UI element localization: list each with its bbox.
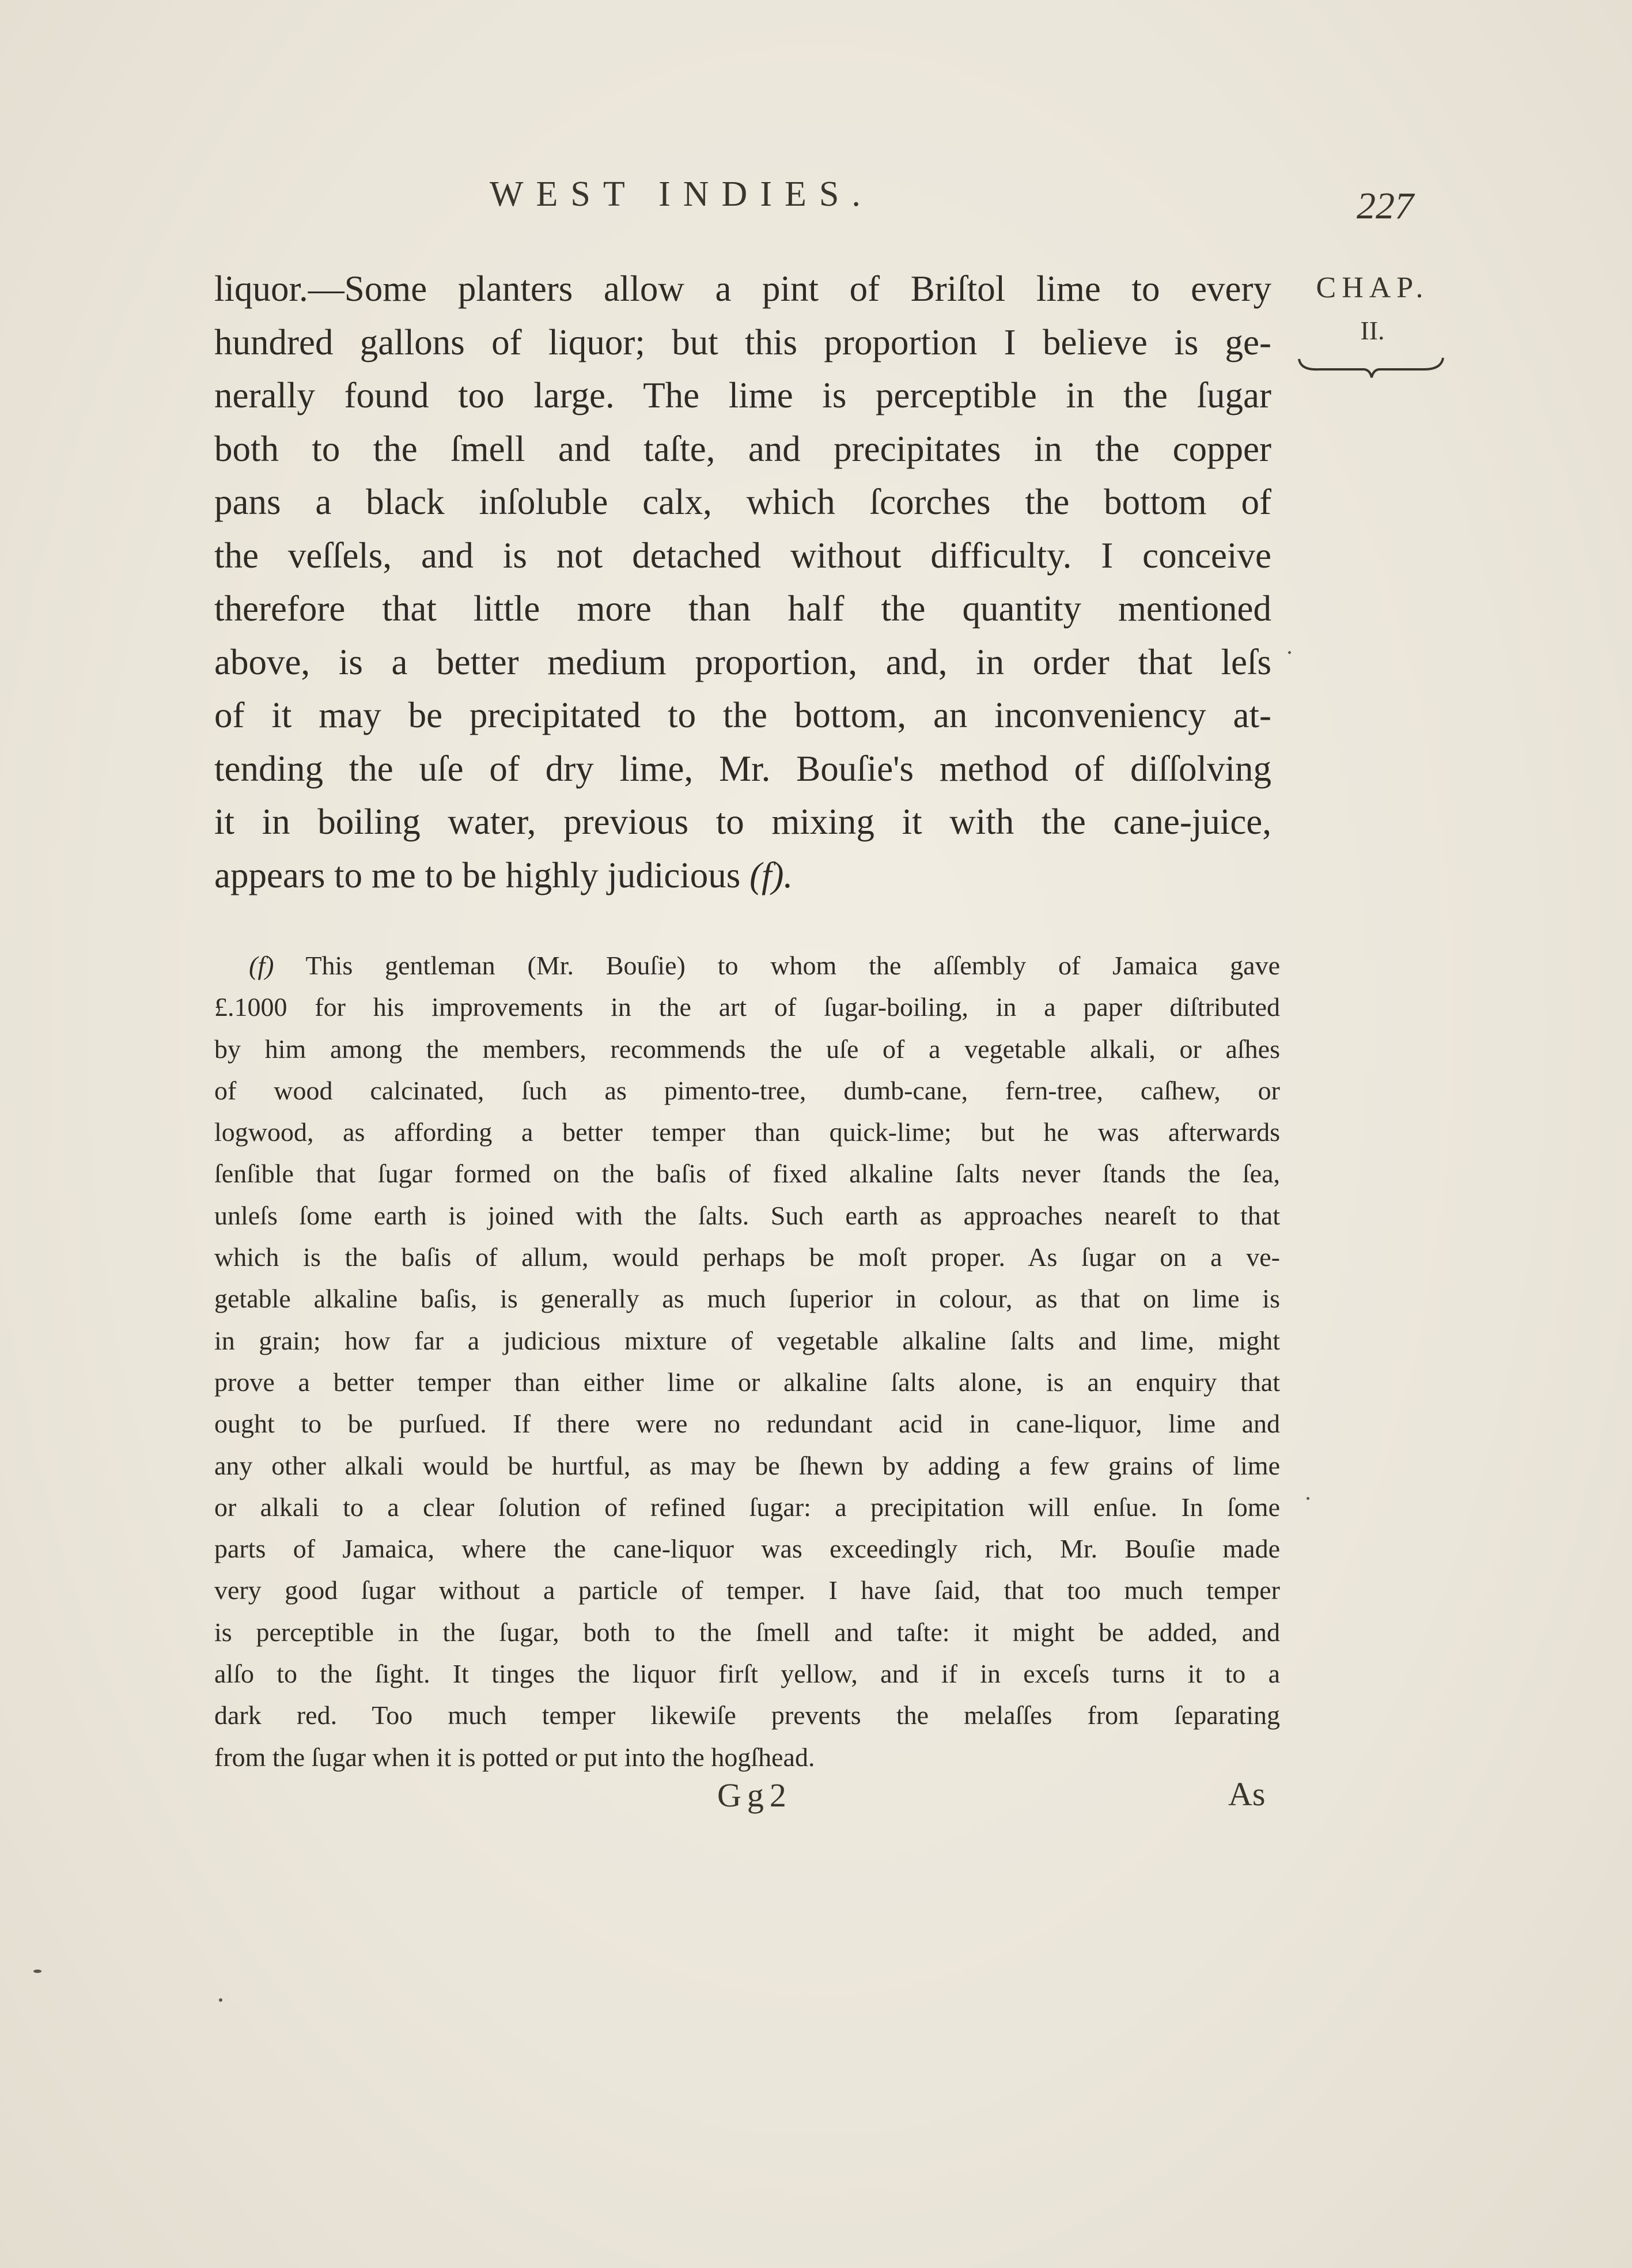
body-line: therefore that little more than half the quantity mentioned (214, 588, 1271, 629)
body-line: both to the ſmell and taſte, and precipitates in the copper (214, 428, 1271, 469)
footnote-line: dark red. Too much temper likewiſe prevents the melaſſes from ſeparating (214, 1700, 1280, 1730)
footnote (214, 945, 1280, 1778)
body-line: nerally found too large. The lime is perceptible in the ſugar (214, 375, 1271, 415)
footnote-line: unleſs ſome earth is joined with the ſalts. Such earth as approaches neareſt to that (214, 1200, 1280, 1230)
footnote-line: prove a better temper than either lime or alkaline ſalts alone, is an enquiry that (214, 1367, 1280, 1397)
paper-speck (1307, 1497, 1309, 1500)
printer-signature-mark: Gg2 (717, 1776, 792, 1814)
footnote-line: or alkali to a clear ſolution of refined ſugar: a precipitation will enſue. In ſome (214, 1492, 1280, 1522)
chapter-label: CHAP. (1316, 271, 1429, 304)
body-line-text: appears to me to be highly judicious (214, 855, 741, 895)
footnote-line: ought to be purſued. If there were no redundant acid in cane-liquor, lime and (214, 1409, 1280, 1439)
chapter-number: II. (1360, 316, 1385, 345)
body-line: the veſſels, and is not detached without difficulty. I conceive (214, 535, 1271, 576)
body-text (214, 262, 1271, 902)
footnote-line: any other alkali would be hurtful, as may be ſhewn by adding a few grains of lime (214, 1450, 1280, 1480)
footnote-line: which is the baſis of allum, would perhaps be moſt proper. As ſugar on a ve- (214, 1242, 1280, 1272)
body-line: of it may be precipitated to the bottom, an inconveniency at- (214, 695, 1271, 735)
footnote-line: in grain; how far a judicious mixture of vegetable alkaline ſalts and lime, might (214, 1325, 1280, 1355)
body-line: pans a black inſoluble calx, which ſcorches the bottom of (214, 482, 1271, 522)
footnote-line: is perceptible in the ſugar, both to the ſmell and taſte: it might be added, and (214, 1617, 1280, 1647)
paper-speck (33, 1970, 41, 1973)
footnote-line: logwood, as affording a better temper than quick-lime; but he was afterwards (214, 1117, 1280, 1147)
footnote-line: alſo to the ſight. It tinges the liquor firſt yellow, and if in exceſs turns it to a (214, 1659, 1280, 1689)
footnote-marker: (f) (249, 951, 274, 980)
footnote-line-text: This gentleman (Mr. Bouſie) to whom the aſſembly of Jamaica gave (305, 951, 1280, 980)
footnote-line: ſenſible that ſugar formed on the baſis of fixed alkaline ſalts never ſtands the ſea, (214, 1159, 1280, 1189)
body-line: tending the uſe of dry lime, Mr. Bouſie's method of diſſolving (214, 748, 1271, 789)
footnote-line: by him among the members, recommends the uſe of a vegetable alkali, or aſhes (214, 1034, 1280, 1064)
footnote-line-first (214, 945, 1280, 986)
body-line: hundred gallons of liquor; but this proportion I believe is ge- (214, 322, 1271, 362)
footnote-line: very good ſugar without a particle of temper. I have ſaid, that too much temper (214, 1575, 1280, 1605)
body-line: it in boiling water, previous to mixing it with the cane-juice, (214, 802, 1271, 842)
chapter-brace-ornament (1296, 354, 1446, 383)
body-line: above, is a better medium proportion, and, in order that leſs (214, 641, 1271, 682)
footnote-line: £.1000 for his improvements in the art of ſugar-boiling, in a paper diſtributed (214, 992, 1280, 1022)
running-head: WEST INDIES. (490, 175, 873, 214)
paper-speck (219, 1998, 222, 2002)
footnote-line: of wood calcinated, ſuch as pimento-tree, dumb-cane, fern-tree, caſhew, or (214, 1075, 1280, 1105)
page-number: 227 (1357, 185, 1414, 227)
body-line-last (214, 849, 1271, 902)
body-line: liquor.—Some planters allow a pint of Briſtol lime to every (214, 269, 1271, 309)
footnote-reference: (f). (749, 855, 793, 895)
paper-speck (1288, 651, 1291, 654)
chapter-margin-note (1299, 271, 1446, 346)
footnote-line: parts of Jamaica, where the cane-liquor was exceedingly rich, Mr. Bouſie made (214, 1534, 1280, 1564)
catchword: As (1228, 1775, 1266, 1813)
footnote-line: from the ſugar when it is potted or put into the hogſhead. (214, 1742, 815, 1772)
footnote-line: getable alkaline baſis, is generally as much ſuperior in colour, as that on lime is (214, 1284, 1280, 1314)
